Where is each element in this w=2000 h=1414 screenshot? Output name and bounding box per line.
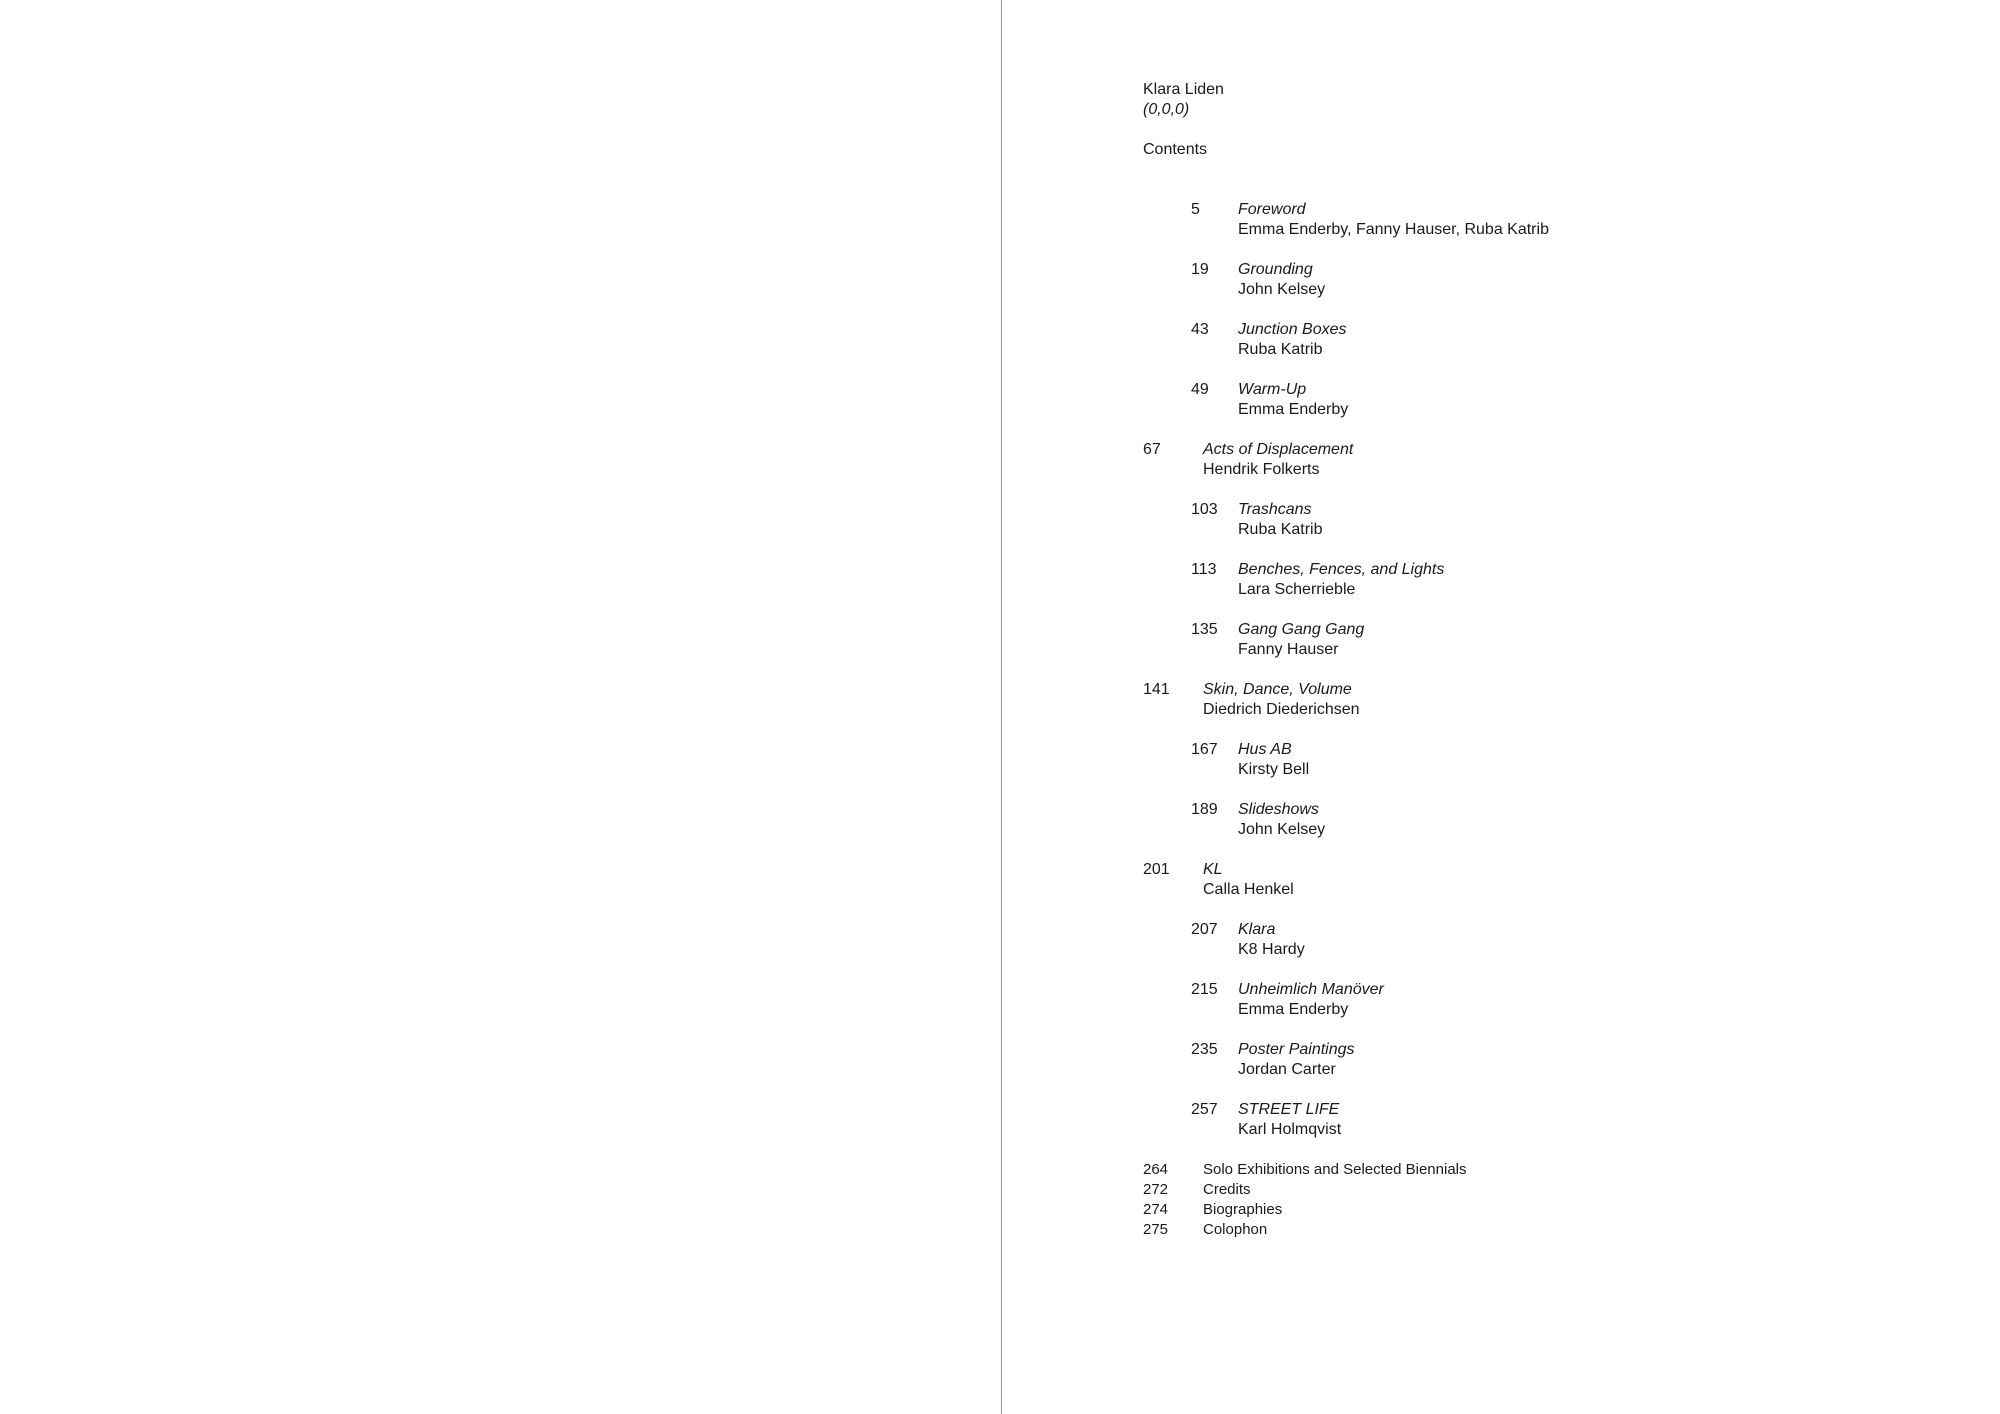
toc-entry-title: Trashcans — [1238, 501, 1312, 518]
toc-entry-title: Grounding — [1238, 261, 1313, 278]
toc-entry-author: Lara Scherrieble — [1238, 581, 1356, 598]
toc-entry — [1143, 500, 1323, 540]
toc-page-number: 67 — [1143, 441, 1161, 458]
back-matter-label: Colophon — [1203, 1221, 1268, 1238]
toc-entry-author: Emma Enderby, Fanny Hauser, Ruba Katrib — [1238, 221, 1549, 238]
toc-page-number: 43 — [1191, 321, 1209, 338]
toc-entry-title: Benches, Fences, and Lights — [1238, 561, 1445, 578]
toc-entry-title: Foreword — [1238, 201, 1306, 218]
toc-entry-author: Fanny Hauser — [1238, 641, 1339, 658]
toc-page-number: 103 — [1191, 501, 1218, 518]
toc-entry — [1143, 1040, 1355, 1080]
contents-block — [1143, 80, 1549, 1240]
toc-entry-title: Poster Paintings — [1238, 1041, 1355, 1058]
toc-entry-author: Calla Henkel — [1203, 881, 1294, 898]
back-matter-page-number: 272 — [1143, 1181, 1169, 1198]
toc-entry — [1143, 680, 1360, 720]
toc-entry — [1143, 560, 1445, 600]
toc-entry-title: Slideshows — [1238, 801, 1319, 818]
back-matter-label: Biographies — [1203, 1201, 1283, 1218]
toc-entry — [1143, 380, 1349, 420]
toc-entry-title: Warm-Up — [1238, 381, 1307, 398]
toc-entry — [1143, 320, 1347, 360]
toc-entry-title: STREET LIFE — [1238, 1101, 1340, 1118]
artist-name: Klara Liden — [1143, 81, 1224, 98]
toc-entry — [1143, 920, 1305, 960]
toc-page-number: 19 — [1191, 261, 1209, 278]
back-matter-page-number: 275 — [1143, 1221, 1169, 1238]
toc-page-number: 5 — [1191, 201, 1200, 218]
back-matter-item — [1143, 1200, 1283, 1220]
toc-entry — [1143, 200, 1549, 240]
toc-entry-author: Emma Enderby — [1238, 401, 1349, 418]
toc-page-number: 167 — [1191, 741, 1218, 758]
toc-entry-title: Junction Boxes — [1238, 321, 1347, 338]
toc-page-number: 141 — [1143, 681, 1170, 698]
toc-page-number: 235 — [1191, 1041, 1218, 1058]
toc-page-number: 257 — [1191, 1101, 1218, 1118]
toc-entry-author: K8 Hardy — [1238, 941, 1305, 958]
toc-entry — [1143, 980, 1384, 1020]
toc-entry — [1143, 620, 1365, 660]
back-matter-label: Credits — [1203, 1181, 1251, 1198]
back-matter-label: Solo Exhibitions and Selected Biennials — [1203, 1161, 1467, 1178]
toc-entry-author: Karl Holmqvist — [1238, 1121, 1342, 1138]
toc-entry-author: Emma Enderby — [1238, 1001, 1349, 1018]
toc-entry-title: Gang Gang Gang — [1238, 621, 1365, 638]
toc-entry-author: Jordan Carter — [1238, 1061, 1336, 1078]
toc-page-number: 201 — [1143, 861, 1170, 878]
toc-page-number: 113 — [1191, 561, 1217, 578]
back-matter-list — [1143, 1160, 1467, 1240]
toc-entry — [1143, 860, 1294, 900]
toc-entry-author: Ruba Katrib — [1238, 341, 1323, 358]
toc-entry-author: John Kelsey — [1238, 821, 1326, 838]
toc-entry-author: Hendrik Folkerts — [1203, 461, 1320, 478]
back-matter-item — [1143, 1160, 1467, 1180]
toc-page-number: 207 — [1191, 921, 1218, 938]
toc-entry-title: Acts of Displacement — [1203, 441, 1354, 458]
toc-page-number: 135 — [1191, 621, 1218, 638]
back-matter-item — [1143, 1220, 1268, 1240]
toc-entry-title: Klara — [1238, 921, 1276, 938]
toc-entry — [1143, 1100, 1342, 1140]
toc-entry-author: Kirsty Bell — [1238, 761, 1310, 778]
back-matter-item — [1143, 1180, 1251, 1200]
book-title: (0,0,0) — [1143, 101, 1190, 118]
table-of-contents — [1143, 200, 1549, 1140]
toc-entry-author: John Kelsey — [1238, 281, 1326, 298]
contents-heading: Contents — [1143, 141, 1208, 158]
toc-entry — [1143, 740, 1310, 780]
back-matter-page-number: 274 — [1143, 1201, 1169, 1218]
toc-page-number: 49 — [1191, 381, 1209, 398]
toc-entry — [1143, 440, 1354, 480]
back-matter-page-number: 264 — [1143, 1161, 1169, 1178]
toc-page-number: 215 — [1191, 981, 1218, 998]
toc-page-number: 189 — [1191, 801, 1218, 818]
toc-entry — [1143, 800, 1326, 840]
toc-entry-title: Unheimlich Manöver — [1238, 981, 1384, 998]
toc-entry-title: Hus AB — [1238, 741, 1292, 758]
toc-entry-title: Skin, Dance, Volume — [1203, 681, 1352, 698]
toc-entry-title: KL — [1203, 861, 1223, 878]
toc-entry-author: Diedrich Diederichsen — [1203, 701, 1360, 718]
toc-entry-author: Ruba Katrib — [1238, 521, 1323, 538]
toc-entry — [1143, 260, 1326, 300]
